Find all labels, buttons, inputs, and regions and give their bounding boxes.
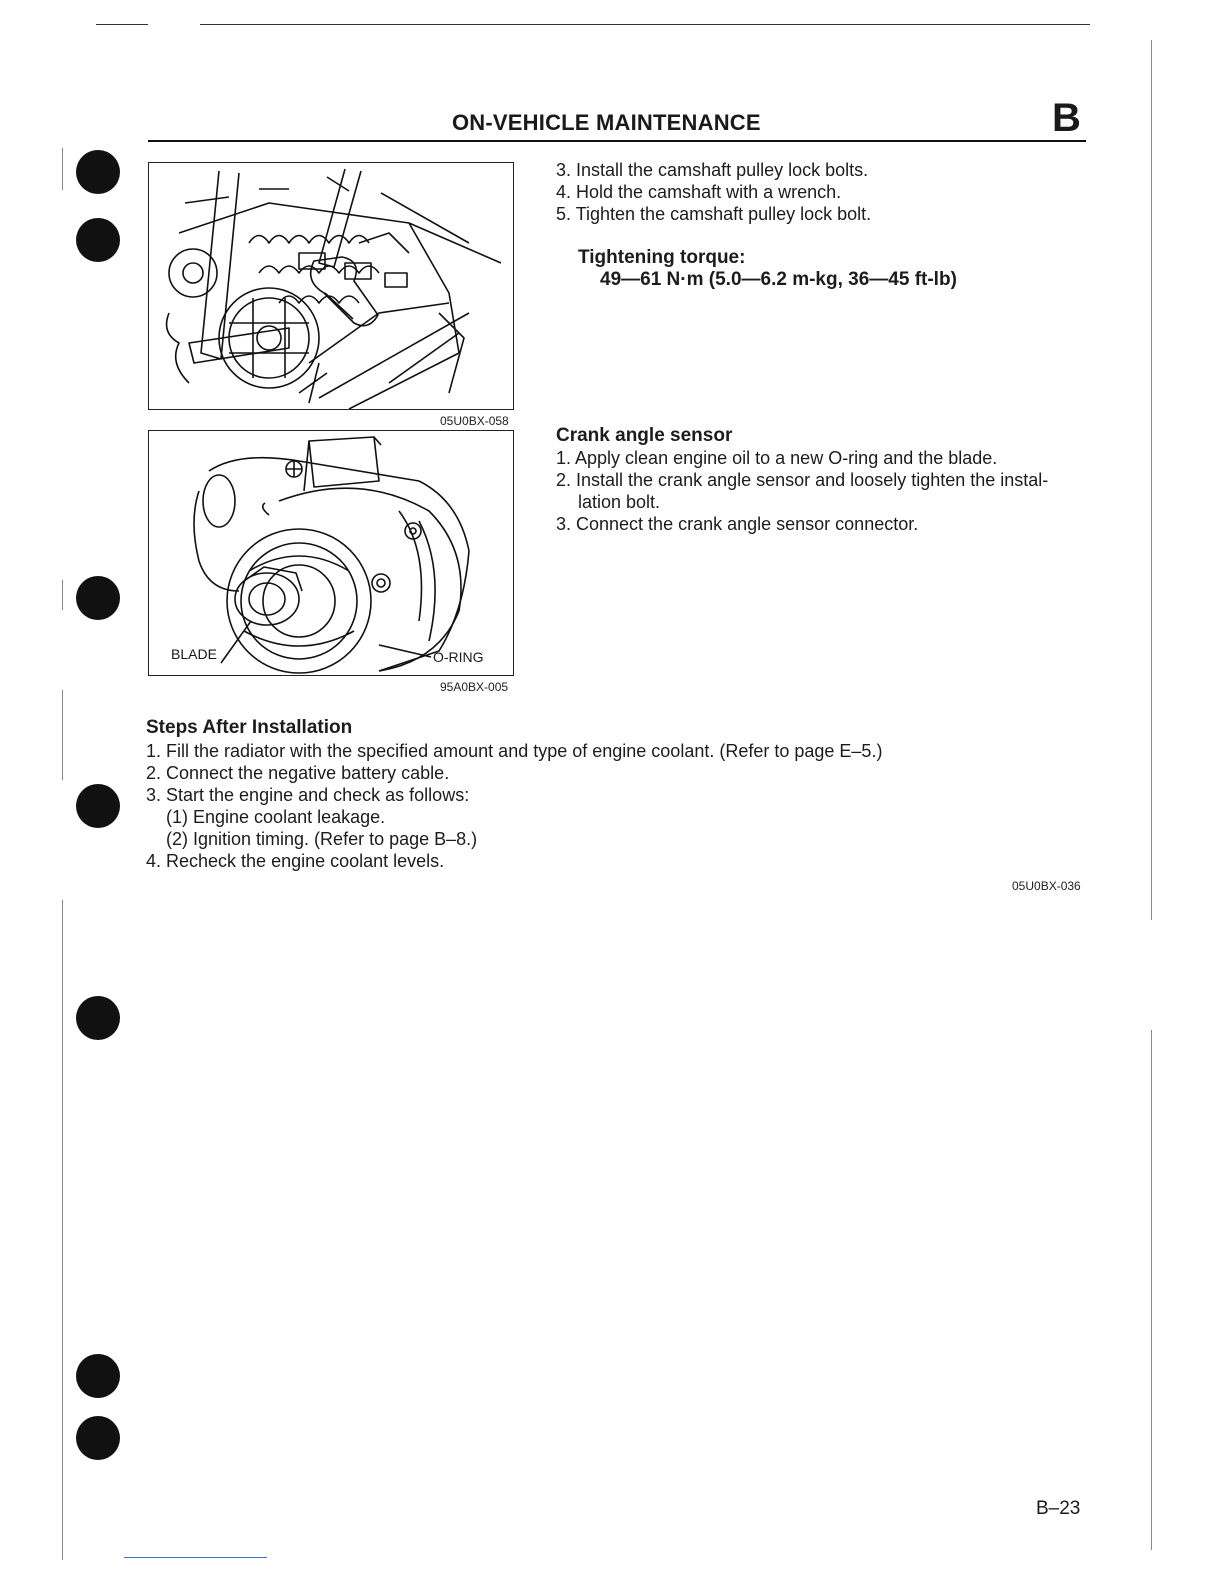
step-item: 4. Recheck the engine coolant levels. [146, 851, 445, 871]
camshaft-illustration [149, 163, 513, 409]
binder-hole [76, 576, 120, 620]
step-item-continuation: lation bolt. [578, 492, 661, 512]
scan-edge-line [1151, 1030, 1152, 1550]
figure-code: 05U0BX-058 [440, 414, 509, 428]
page-number: B–23 [1036, 1498, 1081, 1519]
binder-hole [76, 218, 120, 262]
step-item: 4. Hold the camshaft with a wrench. [556, 182, 842, 202]
section-letter: B [1052, 96, 1081, 140]
step-item: 5. Tighten the camshaft pulley lock bolt. [556, 204, 872, 224]
figure-camshaft-wrench [148, 162, 514, 410]
figure-crank-angle-sensor [148, 430, 514, 676]
step-item: 3. Connect the crank angle sensor connector. [556, 514, 919, 534]
top-rule-long [200, 24, 1090, 25]
binder-hole [76, 1416, 120, 1460]
scan-edge-line [62, 148, 63, 190]
header-rule [148, 140, 1086, 142]
binder-hole [76, 996, 120, 1040]
binder-hole [76, 150, 120, 194]
scan-edge-line [62, 580, 63, 610]
step-item: 2. Connect the negative battery cable. [146, 763, 450, 783]
step-item: 3. Install the camshaft pulley lock bolts. [556, 160, 869, 180]
scan-edge-line [62, 900, 63, 1560]
crank-sensor-illustration [149, 431, 513, 675]
top-rule-short [96, 24, 148, 25]
section-code: 05U0BX-036 [1012, 879, 1081, 893]
step-item: 1. Apply clean engine oil to a new O-ring and the blade. [556, 448, 998, 468]
label-blade: BLADE [171, 646, 217, 662]
binder-hole [76, 784, 120, 828]
page-title: ON-VEHICLE MAINTENANCE [452, 110, 761, 135]
scan-edge-line [1151, 40, 1152, 920]
camshaft-steps [556, 159, 871, 225]
sub-step-item: (1) Engine coolant leakage. [166, 807, 386, 827]
scan-edge-line [62, 690, 63, 780]
torque-label: Tightening torque: [578, 247, 746, 268]
crank-steps [556, 447, 1086, 535]
binder-hole [76, 1354, 120, 1398]
after-steps [146, 740, 1046, 872]
step-item: 2. Install the crank angle sensor and loosely tighten the instal- [556, 470, 1049, 490]
bottom-link-underline [124, 1557, 267, 1558]
figure-code: 95A0BX-005 [440, 680, 509, 694]
crank-heading: Crank angle sensor [556, 425, 733, 446]
sub-step-item: (2) Ignition timing. (Refer to page B–8.) [166, 829, 478, 849]
step-item: 1. Fill the radiator with the specified amount and type of engine coolant. (Refer to page E–5.) [146, 741, 883, 761]
after-heading: Steps After Installation [146, 717, 353, 738]
step-item: 3. Start the engine and check as follows: [146, 785, 470, 805]
torque-value: 49—61 N·m (5.0—6.2 m-kg, 36—45 ft-lb) [600, 269, 957, 290]
label-oring: O-RING [433, 649, 484, 665]
